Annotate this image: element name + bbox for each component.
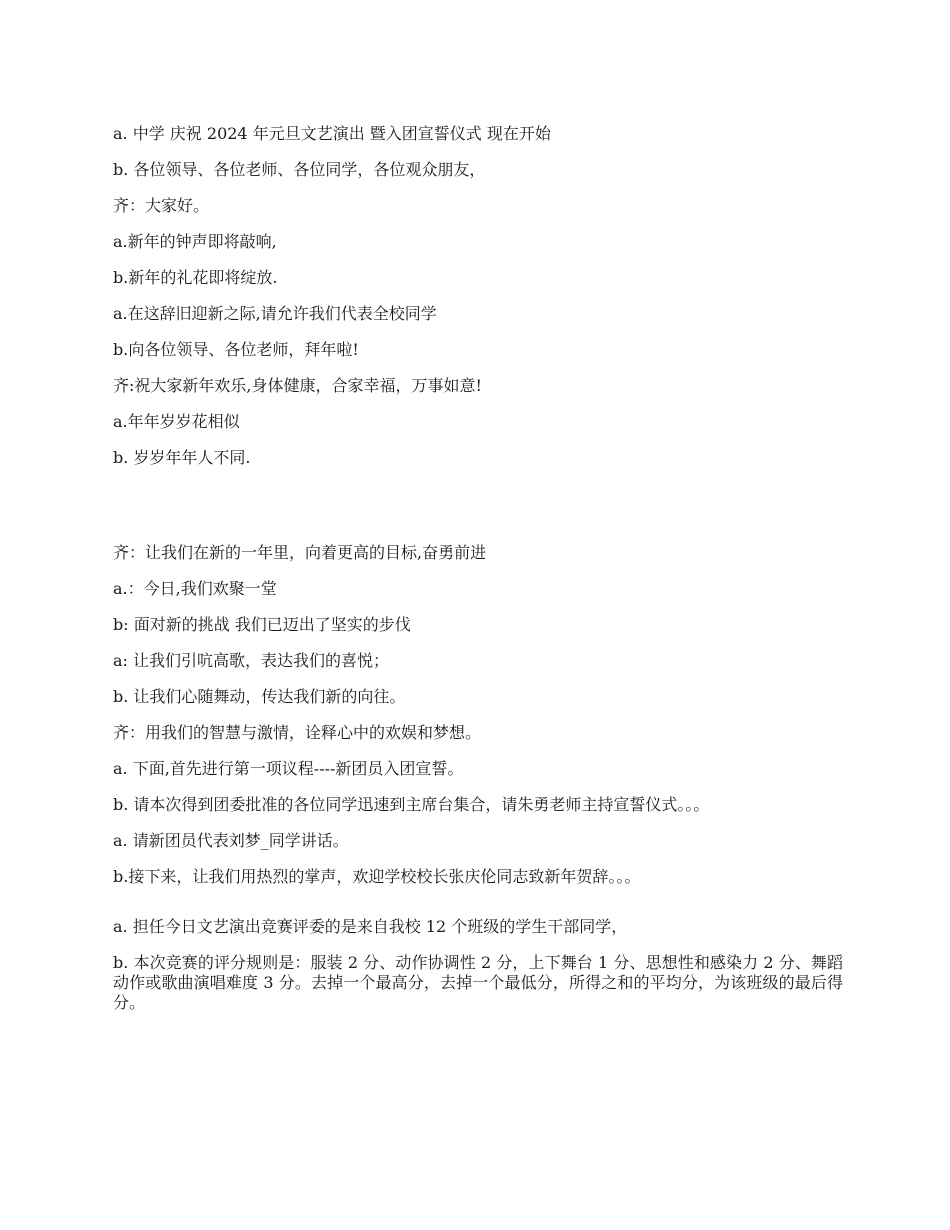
section-spacer (113, 903, 843, 917)
script-line: 齐:祝大家新年欢乐,身体健康，合家幸福，万事如意! (113, 376, 482, 395)
judging-section (113, 917, 843, 1013)
script-line: b.新年的礼花即将绽放. (113, 268, 278, 287)
opening-section (113, 124, 843, 468)
script-line: a.新年的钟声即将敲响, (113, 232, 277, 251)
script-line: b. 岁岁年年人不同. (113, 448, 251, 467)
script-line: a.：今日,我们欢聚一堂 (113, 579, 277, 598)
script-line: a: 让我们引吭高歌，表达我们的喜悦； (113, 651, 390, 670)
script-line: b. 请本次得到团委批准的各位同学迅速到主席台集合，请朱勇老师主持宣誓仪式。。。 (113, 795, 710, 814)
script-line: b: 面对新的挑战 我们已迈出了坚实的步伐 (113, 615, 411, 634)
script-line: 齐：让我们在新的一年里，向着更高的目标,奋勇前进 (113, 543, 487, 562)
script-line: a.在这辞旧迎新之际,请允许我们代表全校同学 (113, 304, 437, 323)
script-line: a. 请新团员代表刘梦_同学讲话。 (113, 831, 349, 850)
section-spacer (113, 484, 843, 543)
script-line: a.年年岁岁花相似 (113, 412, 240, 431)
script-line: a. 下面,首先进行第一项议程----新团员入团宣誓。 (113, 759, 464, 778)
script-line: b. 让我们心随舞动，传达我们新的向往。 (113, 687, 406, 706)
script-line: a. 担任今日文艺演出竞赛评委的是来自我校 12 个班级的学生干部同学， (113, 917, 628, 936)
script-line: b. 各位领导、各位老师、各位同学，各位观众朋友， (113, 160, 486, 179)
script-line: a. 中学 庆祝 2024 年元旦文艺演出 暨入团宣誓仪式 现在开始 (113, 124, 551, 143)
script-line: 齐：大家好。 (113, 196, 210, 215)
script-line: b.向各位领导、各位老师，拜年啦! (113, 340, 359, 359)
document-page (113, 124, 843, 1013)
script-line: 齐：用我们的智慧与激情，诠释心中的欢娱和梦想。 (113, 723, 482, 742)
script-line: b.接下来，让我们用热烈的掌声，欢迎学校校长张庆伦同志致新年贺辞。。。 (113, 867, 641, 886)
scoring-rules-paragraph: b. 本次竞赛的评分规则是：服装 2 分、动作协调性 2 分，上下舞台 1 分、思想性和感染力 2 分、舞蹈动作或歌曲演唱难度 3 分。去掉一个最高分，去掉一个最低分，所得之和的平均分，为该班级的最后得分。 (113, 953, 843, 1012)
ceremony-section (113, 543, 843, 887)
